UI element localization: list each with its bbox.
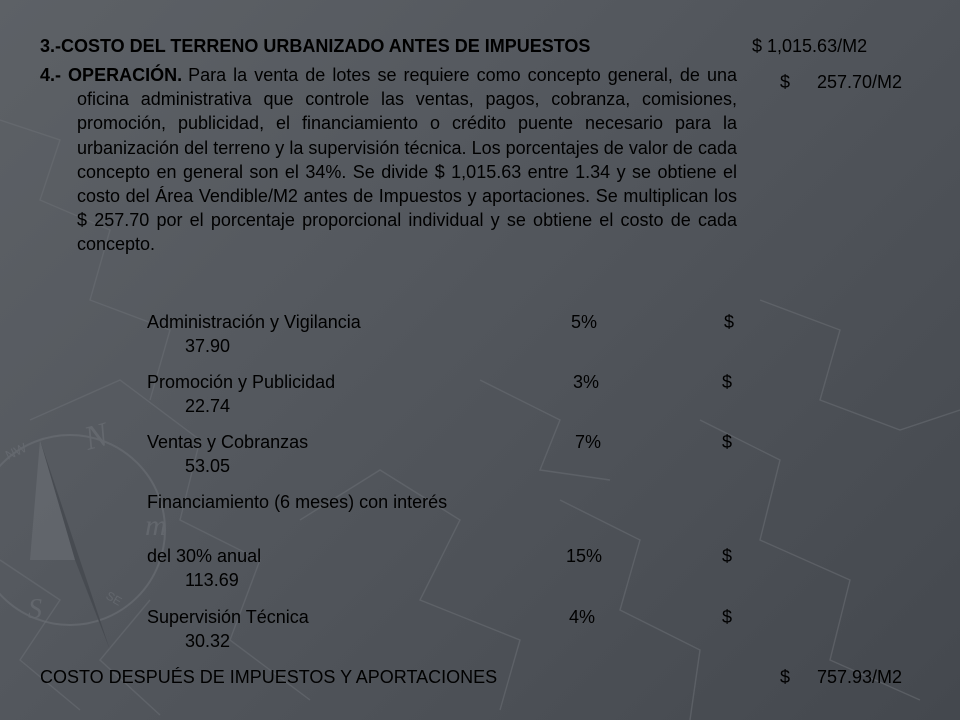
item-amount: 30.32 — [185, 631, 231, 651]
section-4-lead: 4.- OPERACIÓN. — [40, 65, 183, 85]
item-currency: $ — [722, 372, 733, 392]
item-label: Financiamiento (6 meses) con interés — [147, 492, 448, 512]
svg-text:SE: SE — [103, 588, 125, 609]
section-3-value: $ 1,015.63/M2 — [752, 36, 868, 56]
item-percent: 7% — [575, 432, 602, 452]
item-label: Ventas y Cobranzas — [147, 432, 309, 452]
item-amount: 53.05 — [185, 456, 231, 476]
item-amount: 22.74 — [185, 396, 231, 416]
section-4-value-symbol: $ — [780, 72, 791, 92]
item-amount: 113.69 — [185, 570, 239, 590]
item-label: Administración y Vigilancia — [147, 312, 361, 332]
svg-text:m: m — [145, 509, 167, 542]
item-currency: $ — [722, 432, 733, 452]
item-amount: 37.90 — [185, 336, 231, 356]
total-label: COSTO DESPUÉS DE IMPUESTOS Y APORTACIONES — [40, 667, 498, 687]
section-4-value-amount: 257.70/M2 — [817, 72, 903, 92]
item-percent: 4% — [569, 607, 596, 627]
svg-text:N: N — [80, 416, 112, 458]
item-percent: 15% — [566, 546, 603, 566]
item-label-line-2: del 30% anual — [147, 546, 262, 566]
section-3-title: 3.-COSTO DEL TERRENO URBANIZADO ANTES DE IMPUESTOS — [40, 36, 591, 56]
total-value-symbol: $ — [780, 667, 791, 687]
section-4-paragraph — [40, 63, 737, 257]
item-label: Supervisión Técnica — [147, 607, 309, 627]
svg-text:NW: NW — [2, 439, 29, 463]
item-currency: $ — [722, 546, 733, 566]
total-value-amount: 757.93/M2 — [817, 667, 903, 687]
item-label: Promoción y Publicidad — [147, 372, 336, 392]
svg-text:S: S — [28, 594, 42, 625]
item-currency: $ — [722, 607, 733, 627]
item-percent: 3% — [573, 372, 600, 392]
item-percent: 5% — [571, 312, 598, 332]
item-currency: $ — [724, 312, 735, 332]
section-4-text: Para la venta de lotes se requiere como concepto general, de una oficina administrativa que controle las ventas, pagos, cobranza, comisiones, promoción, publicidad, el financiamiento o crédito puente necesario para la urbanización del terreno y la supervisión técnica. Los porcentajes de valor de cada concepto en general son el 34%. Se divide $ 1,015.63 entre 1.34 y se obtiene el costo del Área Vendible/M2 antes de Impuestos y aportaciones. Se multiplican los $ 257.70 por el porcentaje proporcional individual y se obtiene el costo de cada concepto. — [77, 65, 737, 255]
